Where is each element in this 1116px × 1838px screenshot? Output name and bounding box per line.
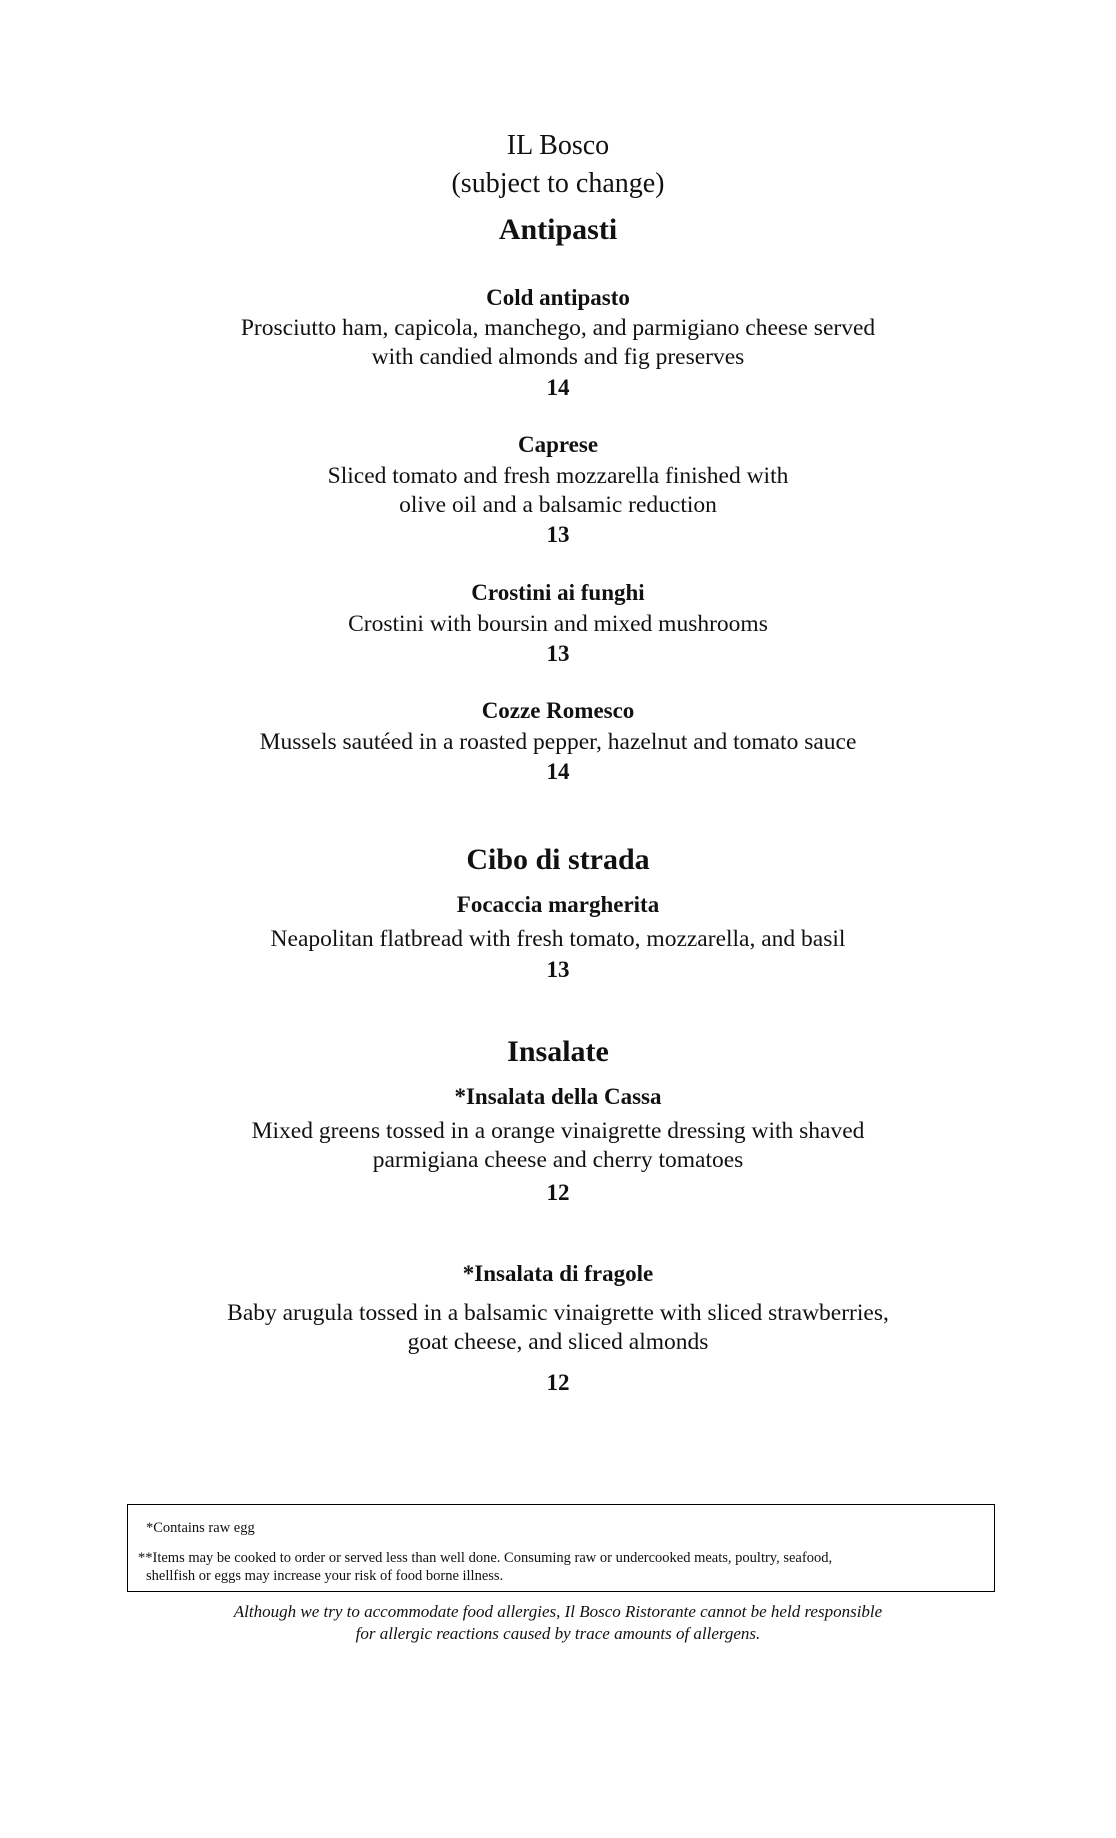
section-heading-antipasti: Antipasti bbox=[498, 213, 618, 246]
item-description: Sliced tomato and fresh mozzarella finished with bbox=[327, 463, 789, 489]
item-name: Focaccia margherita bbox=[456, 892, 660, 917]
allergen-notes-box bbox=[127, 1504, 995, 1592]
item-price: 12 bbox=[546, 1180, 570, 1205]
item-description: Neapolitan flatbread with fresh tomato, mozzarella, and basil bbox=[270, 926, 846, 952]
item-description: Baby arugula tossed in a balsamic vinaigrette with sliced strawberries, bbox=[227, 1300, 889, 1326]
item-name: Caprese bbox=[517, 432, 599, 457]
section-heading-insalate: Insalate bbox=[507, 1035, 609, 1068]
item-description: olive oil and a balsamic reduction bbox=[399, 492, 717, 518]
item-price: 13 bbox=[546, 522, 570, 547]
menu-subtitle: (subject to change) bbox=[451, 168, 665, 199]
restaurant-name: IL Bosco bbox=[506, 130, 610, 161]
raw-egg-note: *Contains raw egg bbox=[146, 1520, 255, 1536]
item-description: Mussels sautéed in a roasted pepper, hazelnut and tomato sauce bbox=[259, 729, 857, 755]
item-name: Cold antipasto bbox=[486, 285, 630, 310]
item-price: 14 bbox=[546, 375, 570, 400]
allergy-disclaimer-line: Although we try to accommodate food allergies, Il Bosco Ristorante cannot be held responsible bbox=[233, 1602, 883, 1621]
undercooked-warning-line: shellfish or eggs may increase your risk of food borne illness. bbox=[146, 1568, 504, 1584]
item-description: Crostini with boursin and mixed mushrooms bbox=[348, 611, 768, 637]
item-price: 13 bbox=[546, 641, 570, 666]
item-description: Prosciutto ham, capicola, manchego, and parmigiano cheese served bbox=[240, 315, 876, 341]
item-price: 14 bbox=[546, 759, 570, 784]
item-name: *Insalata della Cassa bbox=[454, 1084, 662, 1109]
item-name: Cozze Romesco bbox=[481, 698, 635, 723]
section-heading-cibo-di-strada: Cibo di strada bbox=[466, 843, 650, 876]
item-price: 13 bbox=[546, 957, 570, 982]
undercooked-warning bbox=[138, 1549, 978, 1585]
item-name: Crostini ai funghi bbox=[471, 580, 645, 605]
item-name: *Insalata di fragole bbox=[462, 1261, 654, 1286]
item-description: with candied almonds and fig preserves bbox=[371, 344, 745, 370]
item-description: Mixed greens tossed in a orange vinaigrette dressing with shaved bbox=[251, 1118, 865, 1144]
undercooked-warning-line: **Items may be cooked to order or served less than well done. Consuming raw or undercooked meats, poultry, seafood, bbox=[138, 1550, 833, 1566]
item-description: parmigiana cheese and cherry tomatoes bbox=[372, 1147, 744, 1173]
allergy-disclaimer-line: for allergic reactions caused by trace amounts of allergens. bbox=[355, 1624, 761, 1643]
item-description: goat cheese, and sliced almonds bbox=[407, 1329, 709, 1355]
item-price: 12 bbox=[546, 1370, 570, 1395]
